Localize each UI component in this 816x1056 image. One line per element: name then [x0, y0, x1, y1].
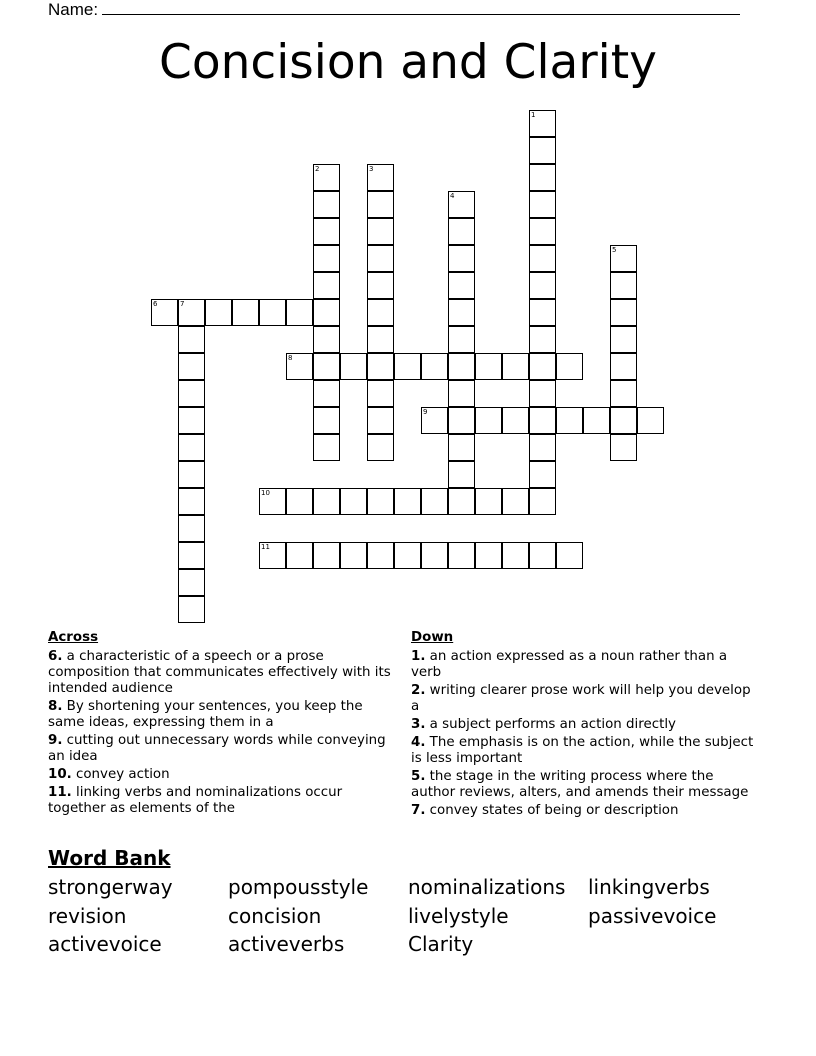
word-bank-item: passivevoice — [588, 903, 717, 928]
grid-cell[interactable] — [475, 353, 502, 380]
grid-cell[interactable] — [502, 407, 529, 434]
grid-cell[interactable] — [529, 218, 556, 245]
grid-cell[interactable] — [529, 488, 556, 515]
grid-cell[interactable] — [313, 164, 340, 191]
grid-cell[interactable] — [529, 245, 556, 272]
down-clue — [411, 803, 761, 819]
grid-cell[interactable] — [502, 353, 529, 380]
grid-cell[interactable] — [529, 542, 556, 569]
grid-cell[interactable] — [448, 542, 475, 569]
clue-number: 5. — [411, 769, 426, 784]
word-bank — [48, 873, 768, 959]
clue-text: a characteristic of a speech or a prose composition that communicates effectively with its intended audience — [48, 649, 391, 696]
grid-cell[interactable] — [448, 353, 475, 380]
grid-cell[interactable] — [286, 488, 313, 515]
grid-cell[interactable] — [448, 326, 475, 353]
down-clue — [411, 735, 761, 767]
grid-cell[interactable] — [475, 542, 502, 569]
grid-cell[interactable] — [448, 461, 475, 488]
grid-cell[interactable] — [340, 542, 367, 569]
clue-text: the stage in the writing process where the author reviews, alters, and amends their message — [411, 769, 749, 800]
grid-cell[interactable] — [367, 434, 394, 461]
clue-number: 6. — [48, 649, 63, 664]
down-clue — [411, 683, 761, 715]
word-bank-item: pompousstyle — [228, 875, 369, 899]
grid-cell[interactable] — [313, 407, 340, 434]
clue-text: convey states of being or description — [429, 803, 679, 818]
cell-number: 4 — [450, 192, 455, 200]
cell-number: 9 — [423, 408, 428, 416]
cell-number: 2 — [315, 165, 320, 173]
grid-cell[interactable] — [475, 407, 502, 434]
grid-cell[interactable] — [367, 218, 394, 245]
grid-cell[interactable] — [259, 299, 286, 326]
grid-cell[interactable] — [448, 380, 475, 407]
grid-cell[interactable] — [367, 191, 394, 218]
grid-cell[interactable] — [556, 407, 583, 434]
grid-cell[interactable] — [529, 299, 556, 326]
grid-cell[interactable] — [178, 434, 205, 461]
grid-cell[interactable] — [340, 353, 367, 380]
across-clue — [48, 785, 403, 817]
grid-cell[interactable] — [367, 353, 394, 380]
clue-text: convey action — [76, 767, 170, 782]
grid-cell[interactable] — [610, 245, 637, 272]
grid-cell[interactable] — [448, 191, 475, 218]
cell-number: 10 — [261, 489, 270, 497]
across-clue — [48, 699, 403, 731]
grid-cell[interactable] — [178, 488, 205, 515]
clue-text: writing clearer prose work will help you develop a — [411, 683, 751, 714]
across-clues — [48, 630, 403, 819]
grid-cell[interactable] — [178, 596, 205, 623]
down-heading: Down — [411, 630, 454, 645]
grid-cell[interactable] — [178, 299, 205, 326]
grid-cell[interactable] — [313, 488, 340, 515]
down-clue — [411, 649, 761, 681]
across-clue — [48, 733, 403, 765]
grid-cell[interactable] — [448, 407, 475, 434]
clue-number: 8. — [48, 699, 63, 714]
grid-cell[interactable] — [313, 353, 340, 380]
grid-cell[interactable] — [367, 407, 394, 434]
grid-cell[interactable] — [394, 488, 421, 515]
clue-text: By shortening your sentences, you keep the same ideas, expressing them in a — [48, 699, 363, 730]
grid-cell[interactable] — [421, 488, 448, 515]
clue-number: 1. — [411, 649, 426, 664]
word-bank-item: livelystyle — [408, 903, 509, 928]
grid-cell[interactable] — [232, 299, 259, 326]
grid-cell[interactable] — [448, 245, 475, 272]
grid-cell[interactable] — [448, 272, 475, 299]
grid-cell[interactable] — [529, 407, 556, 434]
cell-number: 1 — [531, 111, 536, 119]
down-clues — [411, 630, 761, 821]
grid-cell[interactable] — [529, 461, 556, 488]
clue-number: 2. — [411, 683, 426, 698]
clue-text: a subject performs an action directly — [429, 717, 676, 732]
word-bank-item: linkingverbs — [588, 875, 710, 899]
grid-cell[interactable] — [610, 272, 637, 299]
across-clue — [48, 649, 403, 697]
word-bank-item: activeverbs — [228, 932, 345, 956]
grid-cell[interactable] — [610, 407, 637, 434]
grid-cell[interactable] — [313, 272, 340, 299]
grid-cell[interactable] — [394, 542, 421, 569]
word-bank-item: activevoice — [48, 932, 162, 956]
clue-number: 9. — [48, 733, 63, 748]
name-label: Name: — [48, 0, 99, 19]
grid-cell[interactable] — [367, 299, 394, 326]
grid-cell[interactable] — [178, 326, 205, 353]
grid-cell[interactable] — [259, 488, 286, 515]
grid-cell[interactable] — [529, 326, 556, 353]
grid-cell[interactable] — [178, 569, 205, 596]
grid-cell[interactable] — [529, 353, 556, 380]
grid-cell[interactable] — [637, 407, 664, 434]
grid-cell[interactable] — [367, 488, 394, 515]
grid-cell[interactable] — [421, 353, 448, 380]
grid-cell[interactable] — [259, 542, 286, 569]
clue-number: 11. — [48, 785, 72, 800]
word-bank-item: Clarity — [408, 932, 474, 956]
down-clue — [411, 717, 761, 733]
grid-cell[interactable] — [529, 434, 556, 461]
grid-cell[interactable] — [313, 218, 340, 245]
down-clue — [411, 769, 761, 801]
grid-cell[interactable] — [367, 326, 394, 353]
cell-number: 11 — [261, 543, 270, 551]
grid-cell[interactable] — [448, 488, 475, 515]
grid-cell[interactable] — [367, 272, 394, 299]
word-bank-item: revision — [48, 903, 127, 928]
grid-cell[interactable] — [529, 380, 556, 407]
cell-number: 6 — [153, 300, 158, 308]
grid-cell[interactable] — [151, 299, 178, 326]
grid-cell[interactable] — [556, 353, 583, 380]
clue-text: cutting out unnecessary words while conveying an idea — [48, 733, 386, 764]
grid-cell[interactable] — [610, 434, 637, 461]
grid-cell[interactable] — [367, 164, 394, 191]
grid-cell[interactable] — [529, 272, 556, 299]
grid-cell[interactable] — [421, 407, 448, 434]
clue-number: 7. — [411, 803, 426, 818]
grid-cell[interactable] — [610, 299, 637, 326]
across-clue — [48, 767, 403, 783]
grid-cell[interactable] — [421, 542, 448, 569]
grid-cell[interactable] — [610, 326, 637, 353]
grid-cell[interactable] — [556, 542, 583, 569]
grid-cell[interactable] — [448, 299, 475, 326]
word-bank-item: nominalizations — [408, 875, 566, 899]
clue-number: 3. — [411, 717, 426, 732]
grid-cell[interactable] — [178, 407, 205, 434]
cell-number: 3 — [369, 165, 374, 173]
grid-cell[interactable] — [583, 407, 610, 434]
grid-cell[interactable] — [313, 434, 340, 461]
clue-text: The emphasis is on the action, while the subject is less important — [411, 735, 754, 766]
grid-cell[interactable] — [367, 380, 394, 407]
grid-cell[interactable] — [475, 488, 502, 515]
page-title: Concision and Clarity — [159, 35, 657, 90]
grid-cell[interactable] — [178, 461, 205, 488]
grid-cell[interactable] — [610, 353, 637, 380]
grid-cell[interactable] — [286, 542, 313, 569]
grid-cell[interactable] — [367, 245, 394, 272]
grid-cell[interactable] — [529, 137, 556, 164]
cell-number: 5 — [612, 246, 617, 254]
grid-cell[interactable] — [313, 299, 340, 326]
grid-cell[interactable] — [313, 245, 340, 272]
clue-text: an action expressed as a noun rather than a verb — [411, 649, 728, 680]
word-bank-item: concision — [228, 903, 322, 928]
grid-cell[interactable] — [313, 380, 340, 407]
clue-text: linking verbs and nominalizations occur together as elements of the — [48, 785, 343, 816]
cell-number: 8 — [288, 354, 293, 362]
grid-cell[interactable] — [394, 353, 421, 380]
grid-cell[interactable] — [178, 353, 205, 380]
grid-cell[interactable] — [502, 488, 529, 515]
word-bank-heading: Word Bank — [48, 846, 171, 870]
grid-cell[interactable] — [313, 326, 340, 353]
grid-cell[interactable] — [367, 542, 394, 569]
grid-cell[interactable] — [502, 542, 529, 569]
grid-cell[interactable] — [178, 515, 205, 542]
clue-number: 10. — [48, 767, 72, 782]
grid-cell[interactable] — [178, 542, 205, 569]
grid-cell[interactable] — [205, 299, 232, 326]
grid-cell[interactable] — [610, 380, 637, 407]
clue-number: 4. — [411, 735, 426, 750]
grid-cell[interactable] — [286, 299, 313, 326]
grid-cell[interactable] — [529, 110, 556, 137]
grid-cell[interactable] — [529, 191, 556, 218]
grid-cell[interactable] — [286, 353, 313, 380]
across-heading: Across — [48, 630, 99, 645]
grid-cell[interactable] — [313, 542, 340, 569]
grid-cell[interactable] — [313, 191, 340, 218]
word-bank-item: strongerway — [48, 875, 173, 899]
grid-cell[interactable] — [448, 218, 475, 245]
grid-cell[interactable] — [529, 164, 556, 191]
grid-cell[interactable] — [340, 488, 367, 515]
grid-cell[interactable] — [448, 434, 475, 461]
cell-number: 7 — [180, 300, 185, 308]
grid-cell[interactable] — [178, 380, 205, 407]
